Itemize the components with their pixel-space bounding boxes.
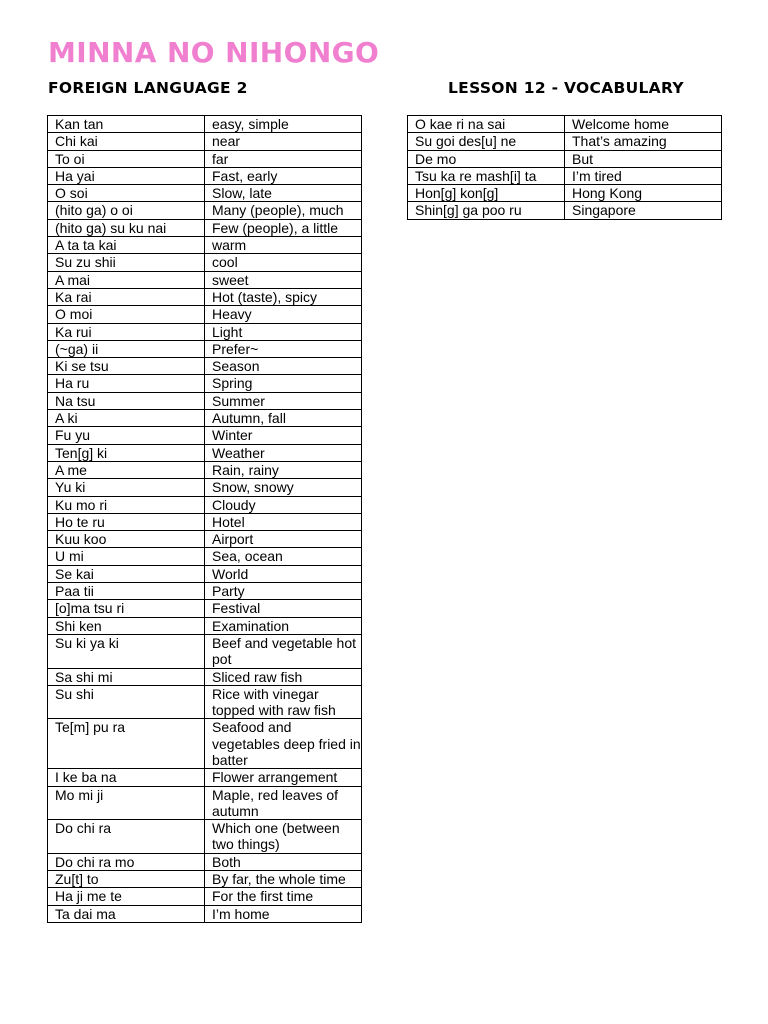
vocab-row <box>48 769 362 786</box>
meaning-cell: Festival <box>205 600 362 617</box>
vocab-row <box>48 219 362 236</box>
meaning-cell: Autumn, fall <box>205 410 362 427</box>
vocab-row <box>48 617 362 634</box>
meaning-cell: Airport <box>205 531 362 548</box>
romaji-cell: O moi <box>48 306 205 323</box>
vocab-row <box>408 167 722 184</box>
meaning-cell: Spring <box>205 375 362 392</box>
romaji-cell: Se kai <box>48 565 205 582</box>
vocab-row <box>48 375 362 392</box>
romaji-cell: U mi <box>48 548 205 565</box>
meaning-cell: sweet <box>205 271 362 288</box>
vocab-row <box>48 410 362 427</box>
vocab-row <box>48 150 362 167</box>
vocab-row <box>48 479 362 496</box>
vocab-row <box>48 565 362 582</box>
vocab-row <box>48 888 362 905</box>
romaji-cell: Fu yu <box>48 427 205 444</box>
romaji-cell: Ha ji me te <box>48 888 205 905</box>
vocab-row <box>48 116 362 133</box>
romaji-cell: (~ga) ii <box>48 340 205 357</box>
page-title: MINNA NO NIHONGO <box>48 36 380 69</box>
meaning-cell: Hong Kong <box>565 185 722 202</box>
meaning-cell: But <box>565 150 722 167</box>
romaji-cell: Shi ken <box>48 617 205 634</box>
meaning-cell: World <box>205 565 362 582</box>
vocab-row <box>48 133 362 150</box>
vocab-row <box>408 185 722 202</box>
romaji-cell: Do chi ra mo <box>48 853 205 870</box>
vocab-row <box>48 340 362 357</box>
meaning-cell: Rain, rainy <box>205 461 362 478</box>
romaji-cell: To oi <box>48 150 205 167</box>
meaning-cell: far <box>205 150 362 167</box>
romaji-cell: Chi kai <box>48 133 205 150</box>
vocab-row <box>48 548 362 565</box>
meaning-cell: near <box>205 133 362 150</box>
meaning-cell: Few (people), a little <box>205 219 362 236</box>
meaning-cell: Both <box>205 853 362 870</box>
meaning-cell: Which one (between two things) <box>205 820 362 854</box>
meaning-cell: Winter <box>205 427 362 444</box>
romaji-cell: Kan tan <box>48 116 205 133</box>
romaji-cell: O kae ri na sai <box>408 116 565 133</box>
meaning-cell: Welcome home <box>565 116 722 133</box>
meaning-cell: Fast, early <box>205 167 362 184</box>
romaji-cell: Ten[g] ki <box>48 444 205 461</box>
romaji-cell: Su zu shii <box>48 254 205 271</box>
romaji-cell: A me <box>48 461 205 478</box>
vocab-row <box>48 853 362 870</box>
vocab-row <box>48 306 362 323</box>
meaning-cell: I’m tired <box>565 167 722 184</box>
meaning-cell: Weather <box>205 444 362 461</box>
vocab-row <box>48 668 362 685</box>
vocab-row <box>48 600 362 617</box>
romaji-cell: Yu ki <box>48 479 205 496</box>
meaning-cell: Party <box>205 583 362 600</box>
meaning-cell: Snow, snowy <box>205 479 362 496</box>
meaning-cell: Maple, red leaves of autumn <box>205 786 362 820</box>
romaji-cell: Ha yai <box>48 167 205 184</box>
vocab-row <box>408 150 722 167</box>
vocab-row <box>48 254 362 271</box>
romaji-cell: Su shi <box>48 685 205 719</box>
vocab-row <box>48 786 362 820</box>
romaji-cell: (hito ga) o oi <box>48 202 205 219</box>
meaning-cell: Many (people), much <box>205 202 362 219</box>
meaning-cell: Hot (taste), spicy <box>205 288 362 305</box>
vocab-row <box>48 237 362 254</box>
meaning-cell: Examination <box>205 617 362 634</box>
vocab-row <box>48 288 362 305</box>
vocab-row <box>48 685 362 719</box>
vocab-row <box>48 444 362 461</box>
romaji-cell: Su goi des[u] ne <box>408 133 565 150</box>
vocab-row <box>48 323 362 340</box>
meaning-cell: For the first time <box>205 888 362 905</box>
romaji-cell: Paa tii <box>48 583 205 600</box>
vocabulary-table-left <box>47 115 362 923</box>
meaning-cell: Prefer~ <box>205 340 362 357</box>
romaji-cell: A ki <box>48 410 205 427</box>
romaji-cell: Su ki ya ki <box>48 634 205 668</box>
romaji-cell: Sa shi mi <box>48 668 205 685</box>
vocab-row <box>48 634 362 668</box>
romaji-cell: Kuu koo <box>48 531 205 548</box>
meaning-cell: Sliced raw fish <box>205 668 362 685</box>
vocab-row <box>48 427 362 444</box>
romaji-cell: O soi <box>48 185 205 202</box>
vocab-row <box>48 583 362 600</box>
romaji-cell: Shin[g] ga poo ru <box>408 202 565 219</box>
lesson-heading: LESSON 12 - VOCABULARY <box>448 79 684 97</box>
romaji-cell: (hito ga) su ku nai <box>48 219 205 236</box>
vocab-row <box>48 358 362 375</box>
meaning-cell: Singapore <box>565 202 722 219</box>
meaning-cell: Slow, late <box>205 185 362 202</box>
vocab-row <box>408 116 722 133</box>
vocab-row <box>48 167 362 184</box>
romaji-cell: De mo <box>408 150 565 167</box>
vocab-row <box>48 531 362 548</box>
meaning-cell: Light <box>205 323 362 340</box>
vocabulary-table-right <box>407 115 722 220</box>
vocab-row <box>48 513 362 530</box>
vocab-row <box>48 202 362 219</box>
romaji-cell: I ke ba na <box>48 769 205 786</box>
meaning-cell: By far, the whole time <box>205 871 362 888</box>
meaning-cell: Season <box>205 358 362 375</box>
vocab-row <box>48 820 362 854</box>
vocab-row <box>48 905 362 922</box>
vocab-row <box>48 719 362 769</box>
romaji-cell: A ta ta kai <box>48 237 205 254</box>
meaning-cell: easy, simple <box>205 116 362 133</box>
meaning-cell: Seafood and vegetables deep fried in batter <box>205 719 362 769</box>
vocab-row <box>408 202 722 219</box>
romaji-cell: Hon[g] kon[g] <box>408 185 565 202</box>
vocab-row <box>48 871 362 888</box>
romaji-cell: Ka rui <box>48 323 205 340</box>
meaning-cell: Rice with vinegar topped with raw fish <box>205 685 362 719</box>
romaji-cell: Na tsu <box>48 392 205 409</box>
vocab-row <box>48 392 362 409</box>
vocab-row <box>408 133 722 150</box>
meaning-cell: Flower arrangement <box>205 769 362 786</box>
vocab-row <box>48 271 362 288</box>
romaji-cell: Ku mo ri <box>48 496 205 513</box>
romaji-cell: Mo mi ji <box>48 786 205 820</box>
romaji-cell: Ta dai ma <box>48 905 205 922</box>
romaji-cell: Zu[t] to <box>48 871 205 888</box>
vocab-row <box>48 461 362 478</box>
romaji-cell: Ki se tsu <box>48 358 205 375</box>
meaning-cell: Heavy <box>205 306 362 323</box>
romaji-cell: Te[m] pu ra <box>48 719 205 769</box>
romaji-cell: Ka rai <box>48 288 205 305</box>
romaji-cell: Ha ru <box>48 375 205 392</box>
meaning-cell: warm <box>205 237 362 254</box>
course-heading: FOREIGN LANGUAGE 2 <box>48 79 248 97</box>
meaning-cell: cool <box>205 254 362 271</box>
romaji-cell: A mai <box>48 271 205 288</box>
meaning-cell: That’s amazing <box>565 133 722 150</box>
romaji-cell: Do chi ra <box>48 820 205 854</box>
meaning-cell: Beef and vegetable hot pot <box>205 634 362 668</box>
romaji-cell: Ho te ru <box>48 513 205 530</box>
meaning-cell: I’m home <box>205 905 362 922</box>
romaji-cell: Tsu ka re mash[i] ta <box>408 167 565 184</box>
romaji-cell: [o]ma tsu ri <box>48 600 205 617</box>
meaning-cell: Hotel <box>205 513 362 530</box>
vocab-row <box>48 185 362 202</box>
meaning-cell: Sea, ocean <box>205 548 362 565</box>
meaning-cell: Cloudy <box>205 496 362 513</box>
vocab-row <box>48 496 362 513</box>
meaning-cell: Summer <box>205 392 362 409</box>
